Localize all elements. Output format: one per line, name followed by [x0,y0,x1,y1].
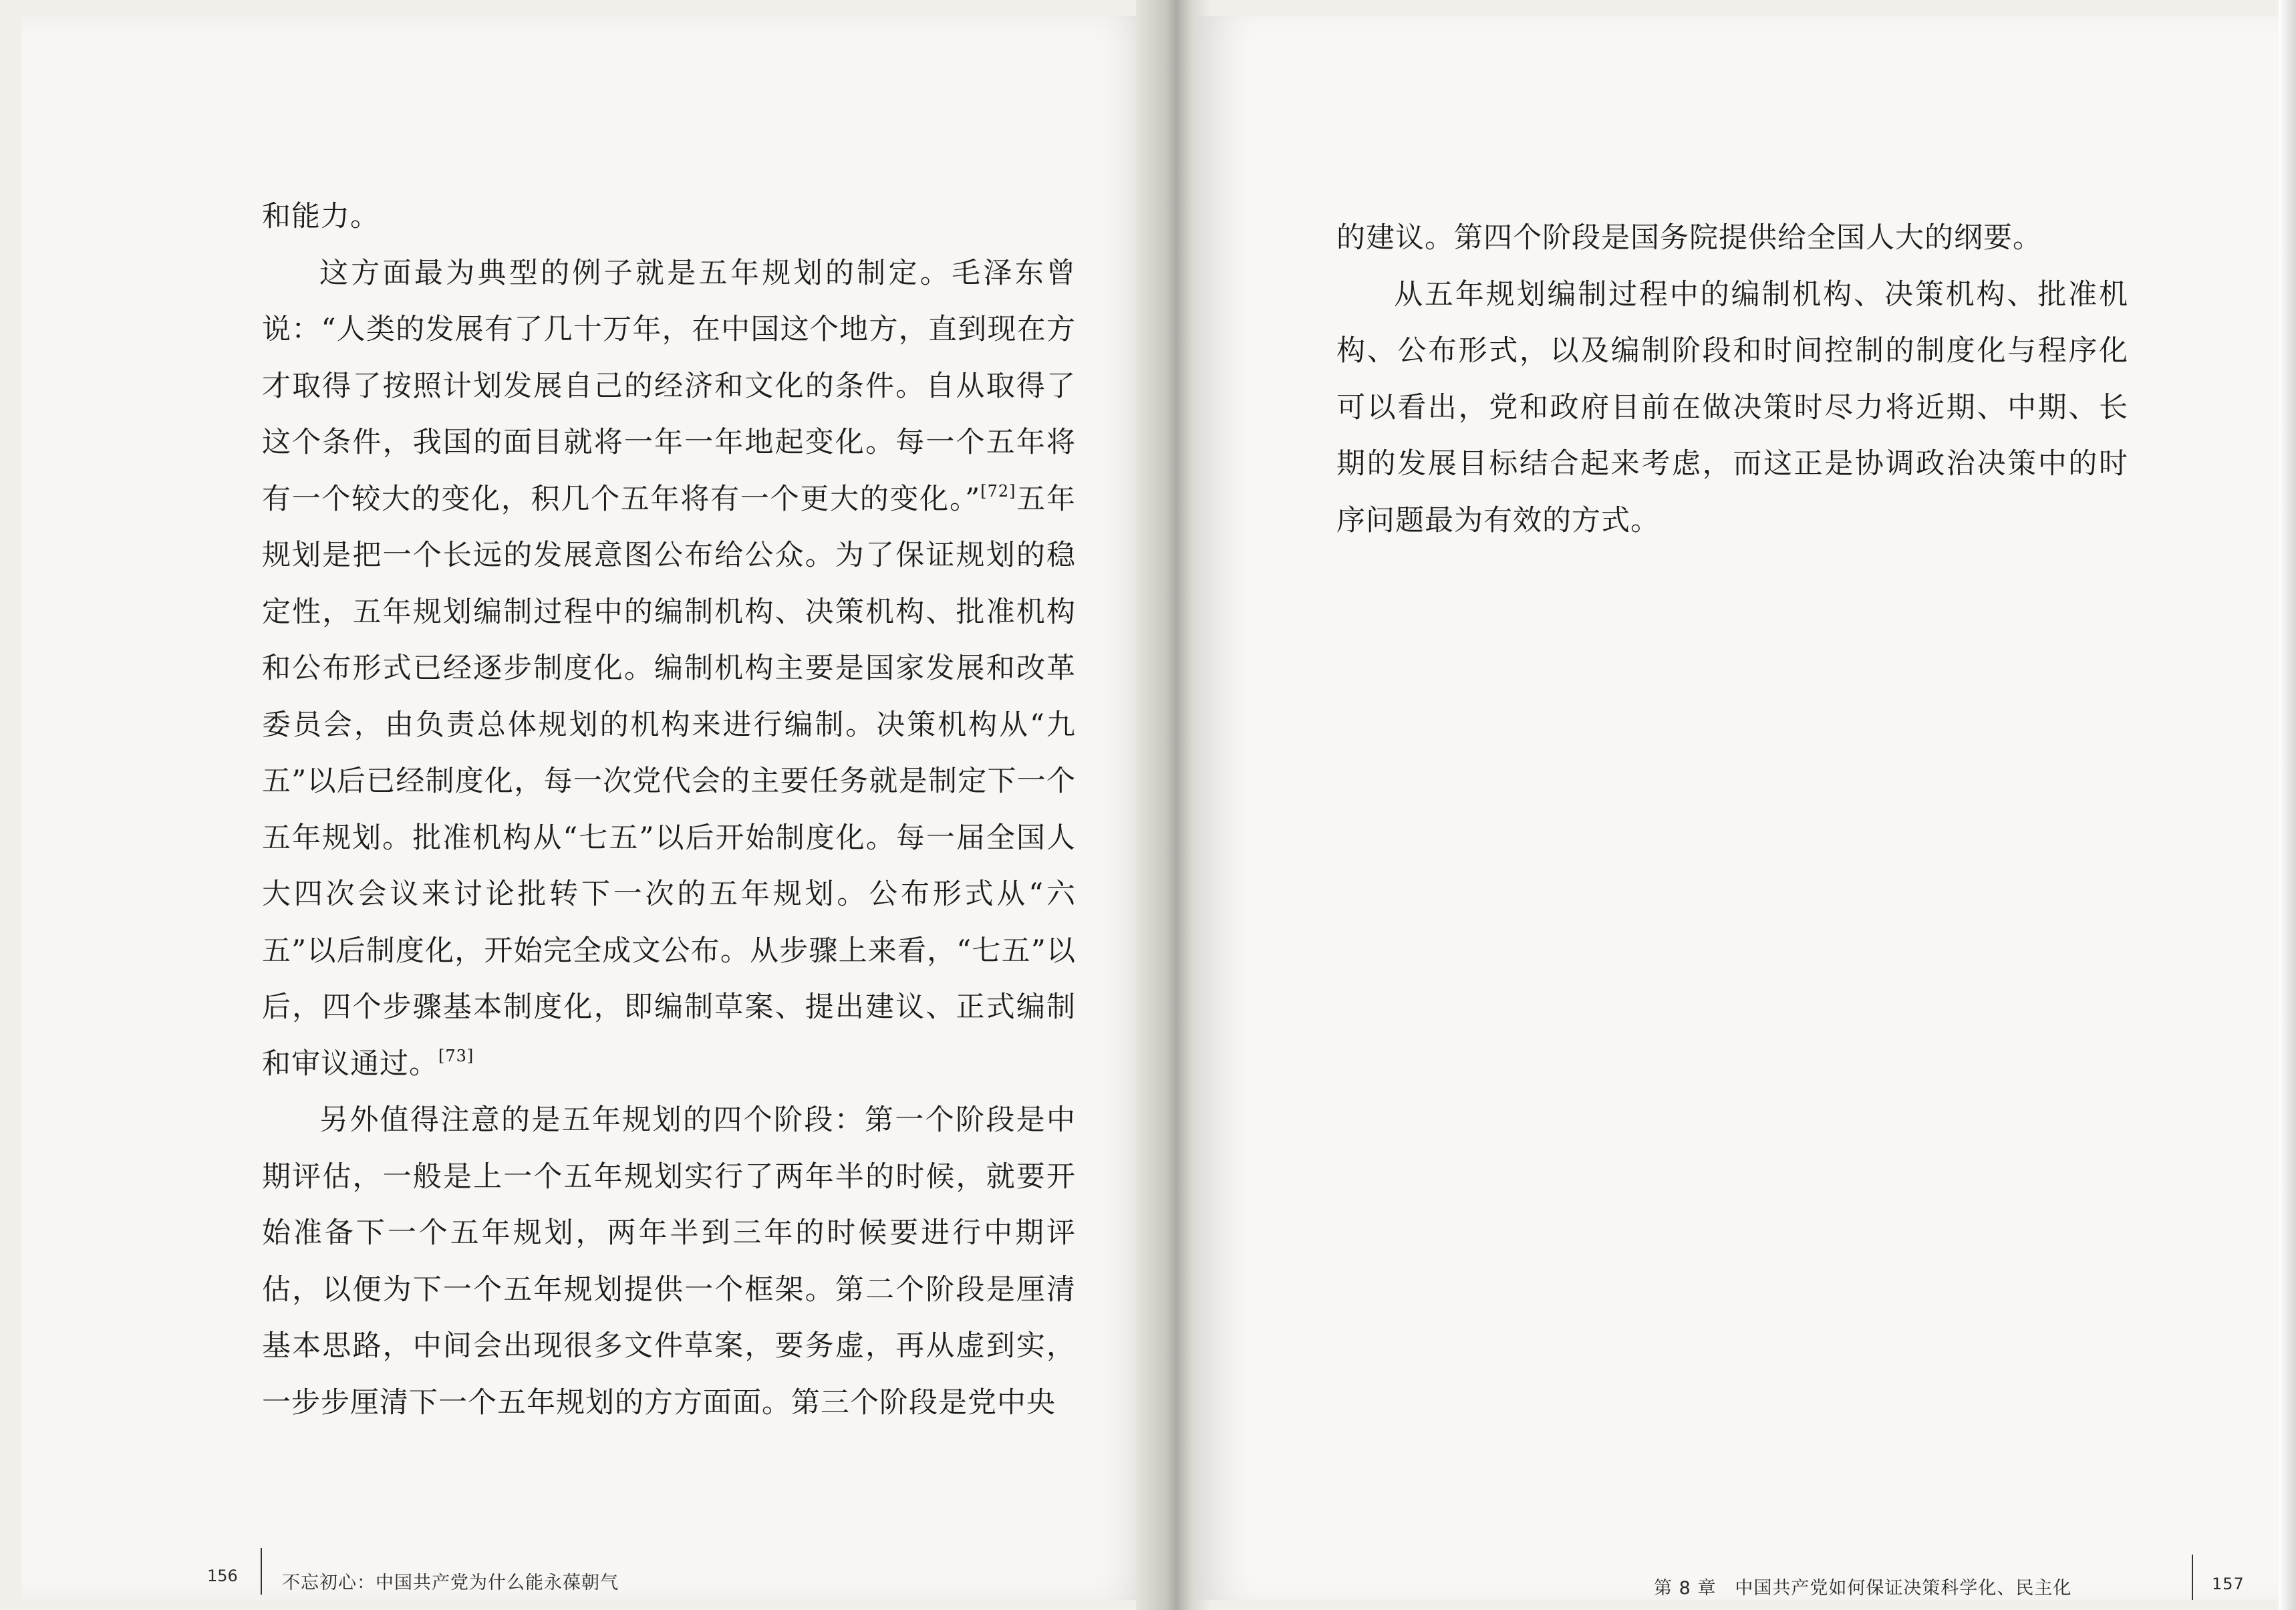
footer-divider-left [261,1548,262,1595]
paragraph-2-text: 这方面最为典型的例子就是五年规划的制定。毛泽东曾说：“人类的发展有了几十万年，在中国这个地方，直到现在方才取得了按照计划发展自己的经济和文化的条件。自从取得了这个条件，我国的面目就将一年一年地起变化。每一个五年将有一个较大的变化，积几个五年将有一个更大的变化。” [262,256,1076,516]
footnote-ref-73[interactable]: [73] [438,1047,474,1066]
left-page [21,16,1157,1600]
footnote-ref-72[interactable]: [72] [980,482,1016,501]
paragraph-2-tail: 五年规划是把一个长远的发展意图公布给公众。为了保证规划的稳定性，五年规划编制过程中的编制机构、决策机构、批准机构和公布形式已经逐步制度化。编制机构主要是国家发展和改革委员会，由负责总体规划的机构来进行编制。决策机构从“九五”以后已经制度化，每一次党代会的主要任务就是制定下一个五年规划。批准机构从“七五”以后开始制度化。每一届全国人大四次会议来讨论批转下一次的五年规划。公布形式从“六五”以后制度化，开始完全成文公布。从步骤上来看，“七五”以后，四个步骤基本制度化，即编制草案、提出建议、正式编制和审议通过。 [262,482,1077,1081]
right-page-body [1336,210,2128,549]
paragraph-3: 另外值得注意的是五年规划的四个阶段：第一个阶段是中期评估，一般是上一个五年规划实行了两年半的时候，就要开始准备下一个五年规划，两年半到三年的时候要进行中期评估，以便为下一个五年规划提供一个框架。第二个阶段是厘清基本思路，中间会出现很多文件草案，要务虚，再从虚到实，一步步厘清下一个五年规划的方方面面。第三个阶段是党中央 [262,1103,1076,1420]
paragraph-2 [262,245,1076,1093]
right-page [1196,16,2279,1600]
chapter-title: 中国共产党如何保证决策科学化、民主化 [1735,1578,2072,1599]
running-title-right [1654,1573,2071,1599]
page-edge [2279,0,2296,1610]
paragraph-1: 和能力。 [262,200,380,233]
paragraph-4: 的建议。第四个阶段是国务院提供给全国人大的纲要。 [1336,221,2042,255]
footer-divider-right [2192,1555,2193,1600]
running-title-left: 不忘初心：中国共产党为什么能永葆朝气 [282,1573,619,1593]
paragraph-5: 从五年规划编制过程中的编制机构、决策机构、批准机构、公布形式，以及编制阶段和时间控制的制度化与程序化可以看出，党和政府目前在做决策时尽力将近期、中期、长期的发展目标结合起来考虑，而这正是协调政治决策中的时序问题最为有效的方式。 [1336,277,2128,537]
page-number-right: 157 [2212,1575,2245,1593]
page-number-left: 156 [207,1567,238,1585]
chapter-label: 第 8 章 [1654,1578,1717,1599]
left-page-body [262,188,1076,1431]
